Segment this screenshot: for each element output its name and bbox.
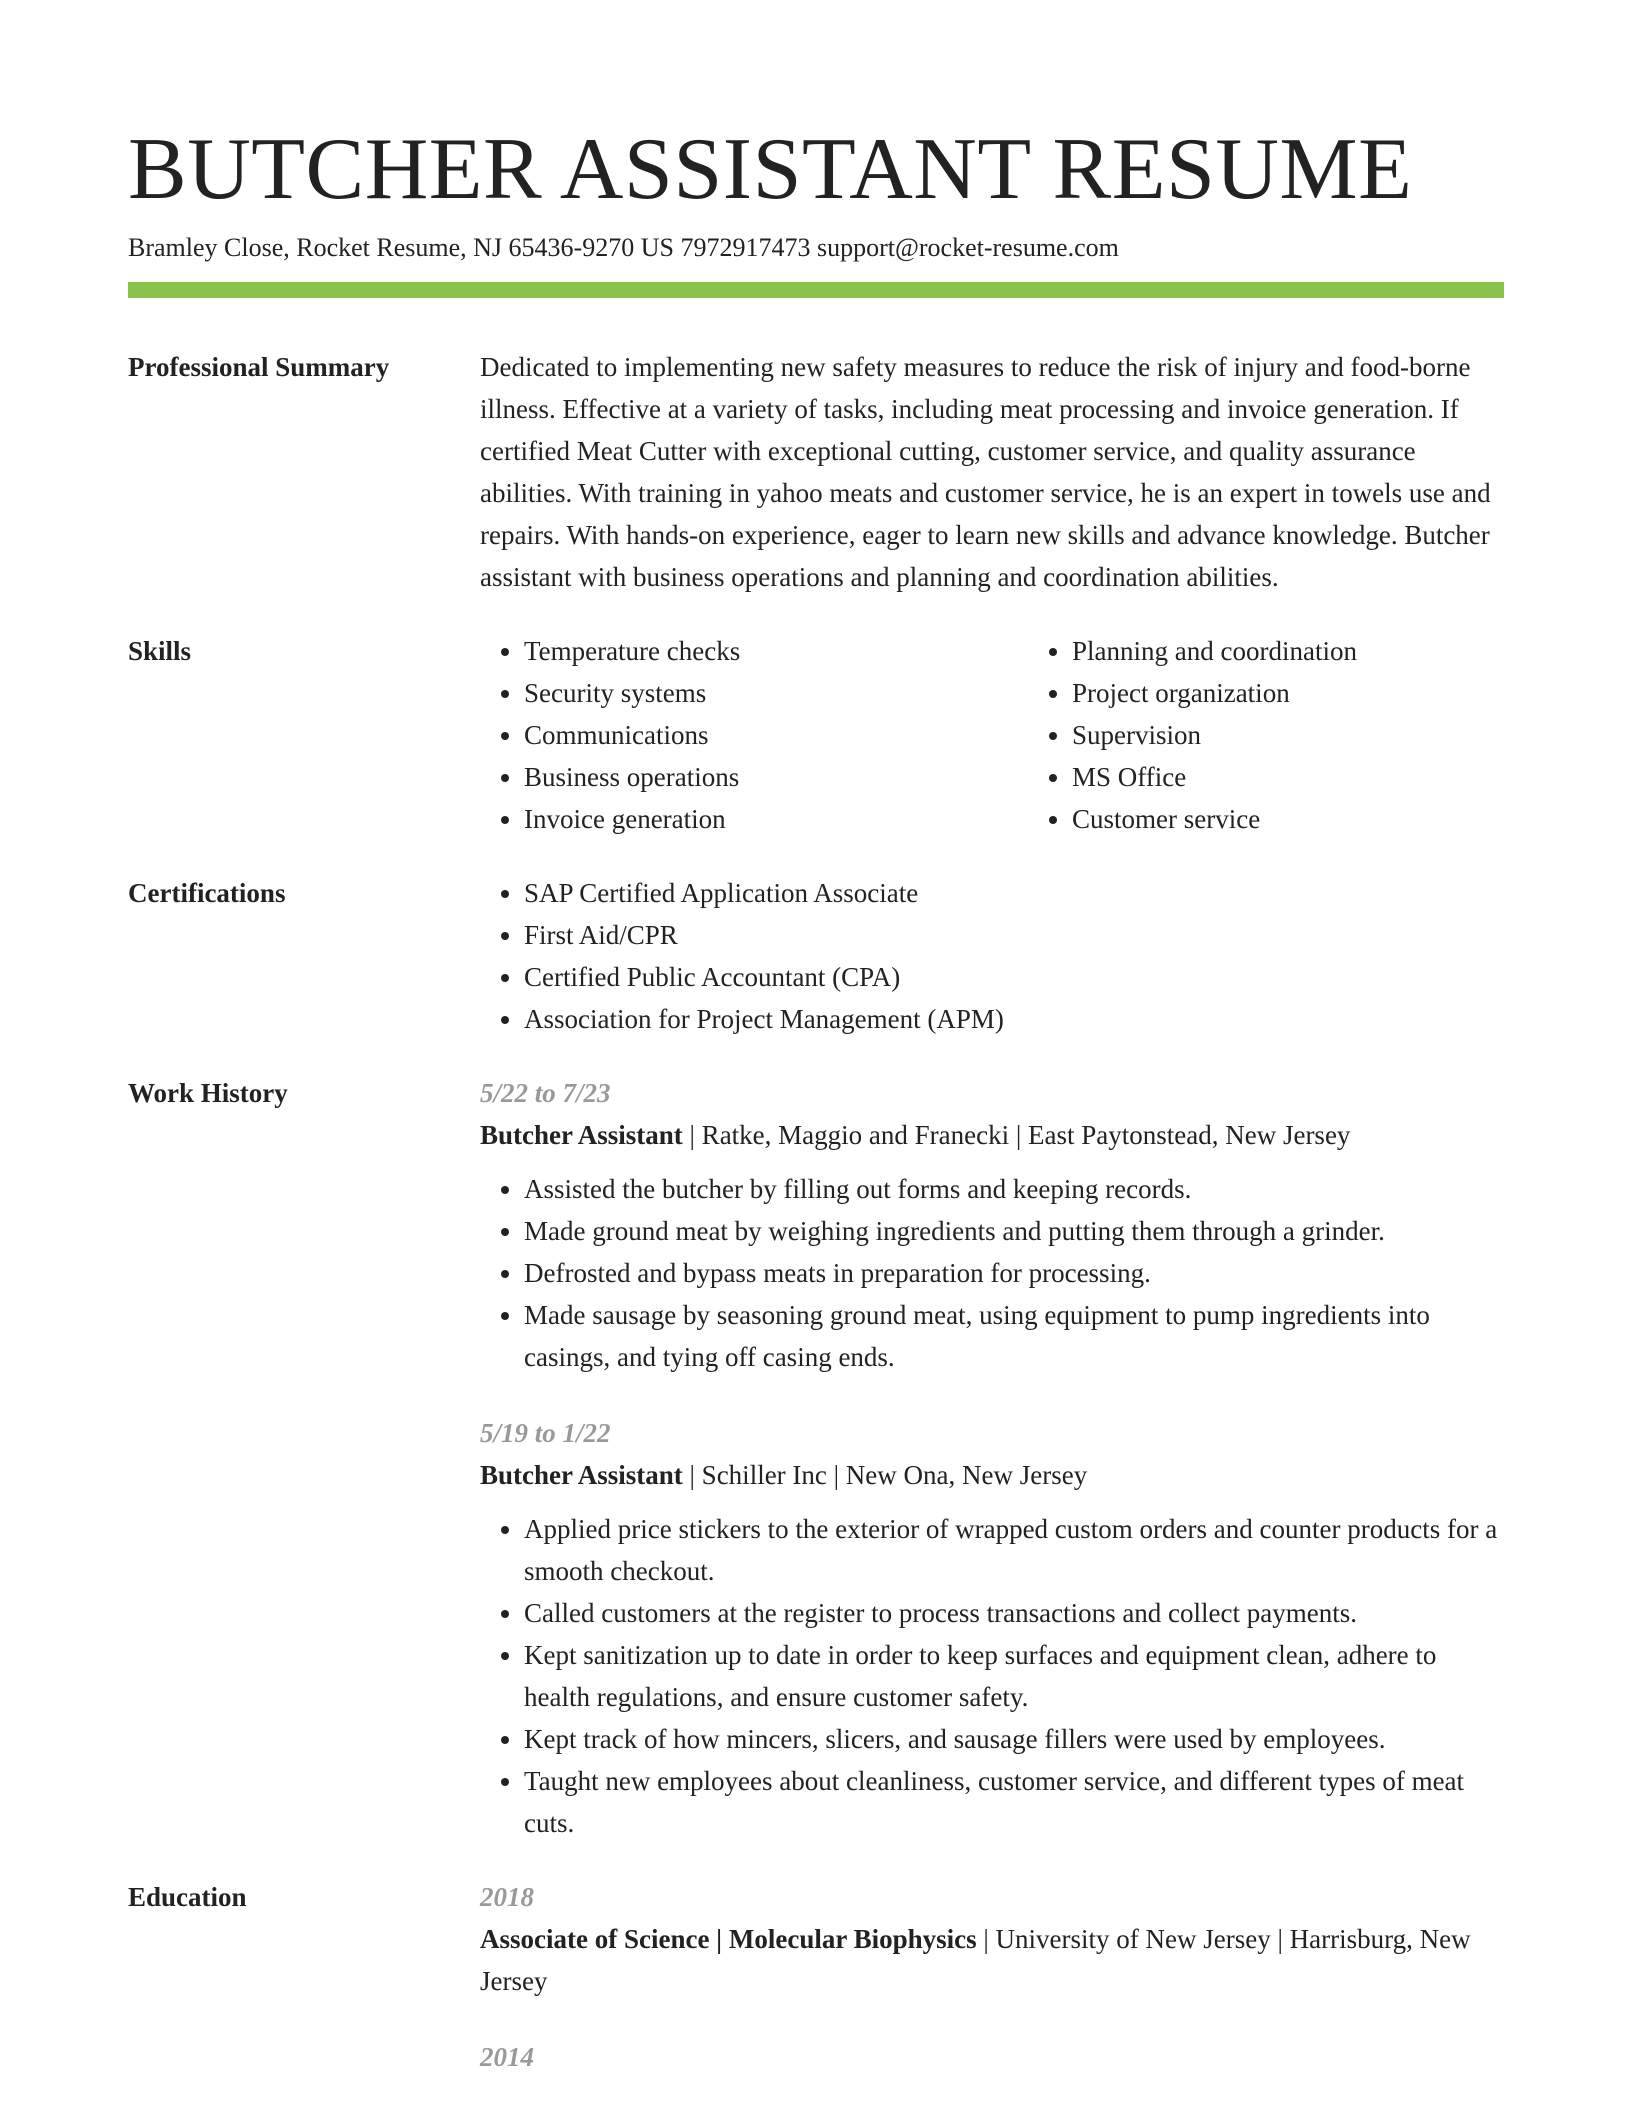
list-item: • Invoice generation [524, 798, 1028, 840]
education-entry [480, 2036, 1504, 2078]
list-item: • Customer service [1072, 798, 1576, 840]
list-item: • Assisted the butcher by filling out forms and keeping records. [524, 1168, 1504, 1210]
certifications-section [128, 872, 1504, 1040]
education-year: 2014 [480, 2042, 534, 2072]
contact-email[interactable]: support@rocket-resume.com [816, 233, 1119, 262]
job-bullets [480, 1168, 1504, 1378]
list-item: • Defrosted and bypass meats in preparation for processing. [524, 1252, 1504, 1294]
accent-divider [128, 282, 1504, 298]
education-details: | University of New Jersey | Harrisburg, New Jersey [480, 1924, 1471, 1996]
list-item: • First Aid/CPR [524, 914, 1504, 956]
list-item: • Taught new employees about cleanliness, customer service, and different types of meat cuts. [524, 1760, 1504, 1844]
skills-list-right [1028, 630, 1576, 840]
contact-phone: 7972917473 [680, 233, 811, 262]
skills-heading: Skills [128, 636, 192, 666]
summary-text: Dedicated to implementing new safety measures to reduce the risk of injury and food-borne illness. Effective at a variety of tasks, including meat processing and invoice generation. If certified Meat Cutter with exceptional cutting, customer service, and quality assurance abilities. With training in yahoo meats and customer service, he is an expert in towels use and repairs. With hands-on experience, eager to learn new skills and advance knowledge. Butcher assistant with business operations and planning and coordination abilities. [480, 352, 1491, 592]
resume-page [128, 120, 1504, 2110]
resume-title: BUTCHER ASSISTANT RESUME [128, 121, 1413, 218]
job-entry [480, 1412, 1504, 1844]
job-dates: 5/22 to 7/23 [480, 1078, 611, 1108]
job-details: | Ratke, Maggio and Franecki | East Paytonstead, New Jersey [682, 1120, 1351, 1150]
list-item: • Called customers at the register to process transactions and collect payments. [524, 1592, 1504, 1634]
list-item: • Kept track of how mincers, slicers, and sausage fillers were used by employees. [524, 1718, 1504, 1760]
skills-section [128, 630, 1504, 840]
job-details: | Schiller Inc | New Ona, New Jersey [682, 1460, 1088, 1490]
list-item: • Made ground meat by weighing ingredients and putting them through a grinder. [524, 1210, 1504, 1252]
list-item: • Planning and coordination [1072, 630, 1576, 672]
work-history-heading: Work History [128, 1078, 288, 1108]
list-item: • Temperature checks [524, 630, 1028, 672]
list-item: • Kept sanitization up to date in order to keep surfaces and equipment clean, adhere to health regulations, and ensure customer safety. [524, 1634, 1504, 1718]
list-item: • Made sausage by seasoning ground meat, using equipment to pump ingredients into casings, and tying off casing ends. [524, 1294, 1504, 1378]
job-role: Butcher Assistant [480, 1120, 683, 1150]
job-entry [480, 1072, 1504, 1378]
certifications-heading: Certifications [128, 878, 286, 908]
summary-heading: Professional Summary [128, 352, 390, 382]
job-header [480, 1454, 1504, 1496]
list-item: • Project organization [1072, 672, 1576, 714]
contact-address: Bramley Close, Rocket Resume, NJ 65436-9270 US [128, 233, 674, 262]
list-item: • Supervision [1072, 714, 1576, 756]
education-year: 2018 [480, 1882, 534, 1912]
list-item: • Association for Project Management (APM) [524, 998, 1504, 1040]
job-header [480, 1114, 1504, 1156]
skills-list-left [480, 630, 1028, 840]
education-degree: Associate of Science | Molecular Biophysics [480, 1924, 977, 1954]
education-section [128, 1876, 1504, 2078]
list-item: • Certified Public Accountant (CPA) [524, 956, 1504, 998]
list-item: • Business operations [524, 756, 1028, 798]
job-bullets [480, 1508, 1504, 1844]
education-entry [480, 1876, 1504, 2002]
work-history-section [128, 1072, 1504, 1844]
list-item: • SAP Certified Application Associate [524, 872, 1504, 914]
job-dates: 5/19 to 1/22 [480, 1418, 611, 1448]
list-item: • MS Office [1072, 756, 1576, 798]
education-header [480, 1918, 1504, 2002]
summary-section [128, 346, 1504, 598]
list-item: • Applied price stickers to the exterior of wrapped custom orders and counter products for a smooth checkout. [524, 1508, 1504, 1592]
contact-line [128, 230, 1504, 266]
list-item: • Communications [524, 714, 1028, 756]
education-heading: Education [128, 1882, 247, 1912]
job-role: Butcher Assistant [480, 1460, 683, 1490]
certifications-list [480, 872, 1504, 1040]
list-item: • Security systems [524, 672, 1028, 714]
